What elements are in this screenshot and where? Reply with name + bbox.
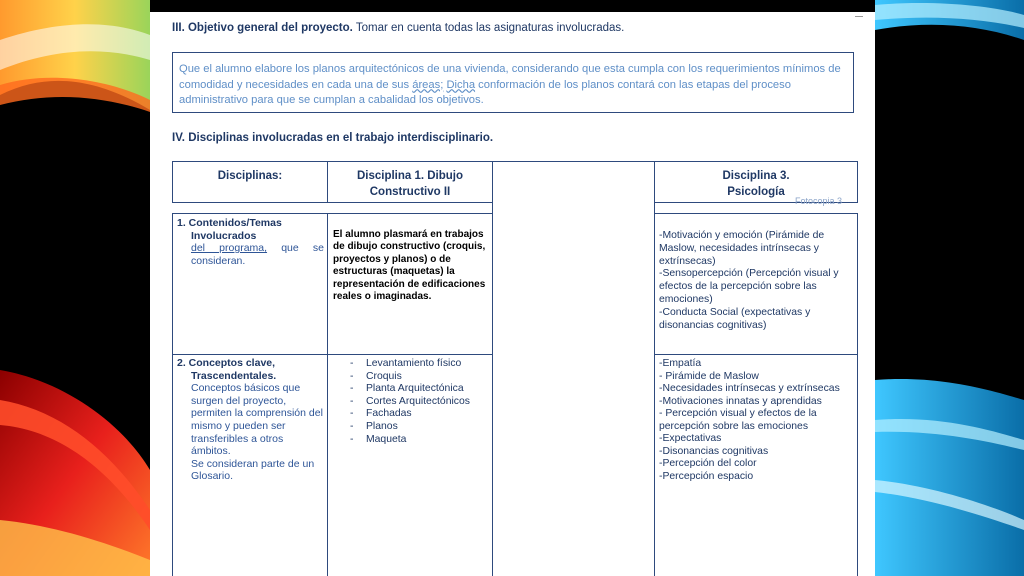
right-border bbox=[857, 213, 858, 576]
row2-label bbox=[177, 357, 324, 483]
row2-dibujo-item: - Maqueta bbox=[348, 434, 490, 447]
row1-dibujo-text: El alumno plasmará en trabajos de dibujo constructivo (croquis, proyectos y planos) o de estructuras (maquetas) la representación de edificaciones reales o imaginadas. bbox=[333, 229, 486, 303]
row2-psicologia-item: -Necesidades intrínsecas y extrínsecas bbox=[659, 383, 840, 394]
row1-label-desc bbox=[177, 242, 324, 267]
row2-psicologia-list bbox=[659, 358, 855, 483]
row1-psicologia-item: -Conducta Social (expectativas y disonancias cognitivas) bbox=[659, 306, 811, 331]
row1-psicologia-item: -Sensopercepción (Percepción visual y efectos de la percepción sobre las emociones) bbox=[659, 268, 839, 305]
row2-psicologia-item: -Disonancias cognitivas bbox=[659, 445, 769, 457]
row1-label-title: 1. Contenidos/Temas Involucrados bbox=[177, 217, 282, 242]
cut-off-text: Fotocopia 3 bbox=[795, 196, 843, 206]
col4-border bbox=[654, 162, 655, 576]
row1-top-line-right bbox=[654, 213, 858, 214]
row2-psicologia-item: - Pirámide de Maslow bbox=[659, 370, 759, 382]
row2-psicologia-item: -Percepción del color bbox=[659, 458, 757, 469]
objective-text-part1: Que el alumno elabore los planos arquitectónicos de una vivienda, considerando que esta cumpla con los requerimientos mínimos de comodidad y necesidades en cada una de sus bbox=[179, 63, 841, 91]
row1-label-rest: que se consideran. bbox=[191, 242, 324, 267]
header-dibujo-cell bbox=[327, 161, 493, 203]
col2-border bbox=[327, 213, 328, 576]
left-border bbox=[172, 213, 173, 576]
objective-text-dicha-word: Dicha bbox=[446, 78, 476, 91]
header-dibujo: Disciplina 1. Dibujo Constructivo II bbox=[356, 170, 464, 198]
row2-dibujo-items bbox=[348, 358, 490, 446]
row2-dibujo-item: - Croquis bbox=[348, 371, 490, 384]
section-3-instruction: Tomar en cuenta todas las asignaturas involucradas. bbox=[352, 22, 625, 34]
page-corner-mark bbox=[855, 12, 863, 17]
row2-dibujo-item: - Fachadas bbox=[348, 408, 490, 421]
row1-top-line-left bbox=[172, 213, 493, 214]
row2-psicologia-item: -Motivaciones innatas y aprendidas bbox=[659, 395, 822, 407]
row2-dibujo-list bbox=[348, 358, 490, 446]
row2-top-line-left bbox=[172, 354, 493, 355]
row2-psicologia-item: -Percepción espacio bbox=[659, 470, 754, 482]
header-gap-line bbox=[492, 161, 655, 162]
row2-dibujo-item: - Levantamiento físico bbox=[348, 358, 490, 371]
row2-label-desc: Conceptos básicos que surgen del proyecto, permiten la comprensión del mismo y pueden ser transferibles a otros ámbitos. bbox=[191, 382, 323, 458]
document-page bbox=[150, 12, 875, 576]
row2-label-title: 2. Conceptos clave, Trascendentales. bbox=[177, 357, 277, 382]
objective-text-box bbox=[172, 52, 854, 113]
section-3-title: III. Objetivo general del proyecto. bbox=[172, 22, 353, 34]
row2-psicologia-item: -Empatía bbox=[659, 358, 702, 369]
row2-dibujo-item: - Planos bbox=[348, 421, 490, 434]
row2-psicologia-item: -Expectativas bbox=[659, 433, 722, 444]
row2-psicologia-item: - Percepción visual y efectos de la percepción sobre las emociones bbox=[659, 408, 817, 432]
row1-psicologia-list bbox=[659, 230, 855, 332]
section-3-heading bbox=[172, 22, 624, 34]
row1-label bbox=[177, 217, 324, 267]
header-psicologia: Disciplina 3. Psicología bbox=[722, 170, 790, 198]
row2-top-line-right bbox=[654, 354, 858, 355]
row2-dibujo-item: - Cortes Arquitectónicos bbox=[348, 396, 490, 409]
objective-text-area-word: áreas; bbox=[412, 78, 444, 91]
row2-label-glossary: Se consideran parte de un Glosario. bbox=[191, 457, 315, 483]
header-disciplinas: Disciplinas: bbox=[217, 170, 283, 182]
objective-text-part2: conformación de los planos contará con las etapas del proceso administrativo para que se cumplan a cabalidad los objetivos. bbox=[179, 78, 791, 107]
col3-border bbox=[492, 162, 493, 576]
row1-psicologia-item: -Motivación y emoción (Pirámide de Maslow, necesidades intrínsecas y extrínsecas) bbox=[659, 230, 825, 267]
section-4-heading: IV. Disciplinas involucradas en el trabajo interdisciplinario. bbox=[172, 132, 494, 144]
row1-label-del: del programa, bbox=[191, 242, 268, 255]
row2-dibujo-item: - Planta Arquitectónica bbox=[348, 383, 490, 396]
header-disciplinas-cell bbox=[172, 161, 328, 203]
